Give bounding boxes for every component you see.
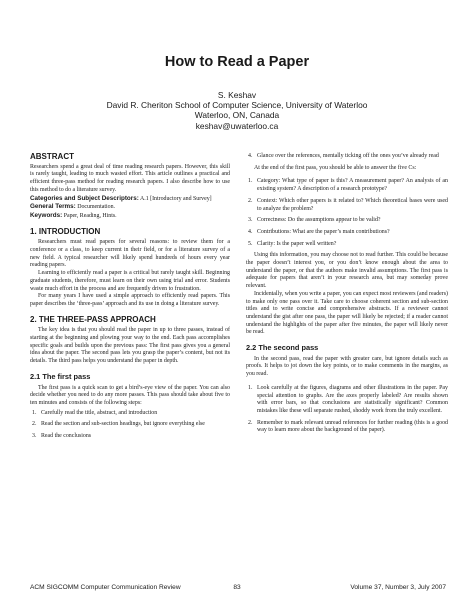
second-pass-paragraph: In the second pass, read the paper with greater care, but ignore details such as proofs. It helps to jot down the key points, or to make comments in the margins, as you read. [246, 355, 448, 378]
list-item [246, 420, 448, 435]
footer-volume: Volume 37, Number 3, July 2007 [350, 584, 446, 591]
first-pass-steps [30, 410, 230, 441]
footer-journal: ACM SIGCOMM Computer Communication Review [30, 584, 181, 591]
author-block [0, 90, 474, 131]
categories-line [30, 195, 230, 204]
body-paragraph: Incidentally, when you write a paper, you can expect most reviewers (and readers) to make only one pass over it. Take care to choose coherent section and sub-section titles and to write concise and comprehensive abstracts. If a reviewer cannot understand the gist after one pass, the paper will likely be rejected; if a reader cannot understand the highlights of the paper after five minutes, the paper will likely never be read. [246, 290, 448, 336]
list-number: 4. [248, 228, 253, 235]
footer-page-number: 83 [233, 584, 241, 591]
list-text: Category: What type of paper is this? A measurement paper? An analysis of an existing system? A description of a research prototype? [257, 178, 448, 193]
list-item [30, 410, 230, 418]
list-number: 2. [32, 421, 37, 428]
list-item [246, 385, 448, 416]
intro-heading: 1. INTRODUCTION [30, 226, 101, 236]
terms-line [30, 203, 230, 212]
left-column [30, 153, 230, 445]
list-number: 4. [248, 153, 253, 159]
categories-label: Categories and Subject Descriptors: [30, 194, 139, 202]
list-number: 1. [248, 384, 253, 391]
list-text: Remember to mark relevant unread references for further reading (this is a good way to learn more about the background of the paper). [257, 419, 448, 434]
list-item [246, 178, 448, 193]
list-text: Carefully read the title, abstract, and introduction [41, 409, 158, 416]
list-number: 3. [32, 433, 37, 440]
keywords-line [30, 212, 230, 221]
five-cs-intro: At the end of the first pass, you should be able to answer the five Cs: [254, 164, 417, 171]
author-name: S. Keshav [217, 90, 257, 100]
list-item [30, 433, 230, 441]
list-number: 1. [32, 409, 37, 416]
second-pass-steps [246, 385, 448, 435]
first-pass-steps-continued [246, 153, 448, 161]
list-text: Clarity: Is the paper well written? [257, 240, 337, 247]
list-number: 2. [248, 419, 253, 426]
list-number: 1. [248, 178, 253, 185]
intro-paragraph: For many years I have used a simple approach to efficiently read papers. This paper describes the ‘three-pass’ approach and its use in doing a literature survey. [30, 293, 230, 307]
list-text: Read the section and sub-section headings, but ignore everything else [41, 421, 205, 428]
right-column [246, 153, 448, 439]
terms-label: General Terms: [30, 203, 76, 211]
three-pass-heading: 2. THE THREE-PASS APPROACH [30, 314, 156, 324]
list-item [246, 153, 448, 161]
first-pass-heading: 2.1 The first pass [30, 371, 91, 381]
list-item [246, 198, 448, 213]
list-number: 3. [248, 217, 253, 224]
keywords-value: Paper, Reading, Hints. [63, 212, 117, 219]
intro-paragraph: Researchers must read papers for several reasons: to review them for a conference or a class, to keep current in their field, or for a literature survey of a new field. A typical researcher will likely spend hundreds of hours every year reading papers. [30, 239, 230, 269]
list-item [246, 241, 448, 249]
keywords-label: Keywords: [30, 211, 63, 219]
paper-title: How to Read a Paper [164, 54, 310, 70]
list-text: Read the conclusions [41, 433, 92, 440]
list-item [246, 217, 448, 225]
abstract-text: Researchers spend a great deal of time reading research papers. However, this skill is rarely taught, leading to much wasted effort. This article outlines a practical and efficient three-pass method for reading research papers. I also describe how to use this method to do a literature survey. [30, 163, 230, 193]
abstract-heading: ABSTRACT [30, 152, 74, 161]
list-number: 2. [248, 197, 253, 204]
author-location: Waterloo, ON, Canada [194, 110, 280, 121]
terms-value: Documentation. [77, 204, 116, 211]
list-text: Contributions: What are the paper’s main contributions? [257, 228, 390, 235]
author-email: keshav@uwaterloo.ca [195, 120, 279, 131]
second-pass-heading: 2.2 The second pass [246, 343, 319, 353]
five-cs-list [246, 178, 448, 248]
categories-value: A.1 [Introductory and Survey] [139, 195, 212, 202]
list-text: Context: Which other papers is it related to? Which theoretical bases were used to analyze the problem? [257, 197, 448, 212]
list-text: Glance over the references, mentally ticking off the ones you’ve already read [257, 153, 439, 159]
list-text: Correctness: Do the assumptions appear to be valid? [257, 217, 381, 224]
list-number: 5. [248, 240, 253, 247]
list-text: Look carefully at the figures, diagrams and other illustrations in the paper. Pay special attention to graphs. Are the axes properly labeled? Are results shown with error bars, so that conclusions are statistically significant? Common mistakes like these will separate rushed, shoddy work from the truly excellent. [257, 384, 448, 414]
first-pass-paragraph: The first pass is a quick scan to get a bird’s-eye view of the paper. You can also decide whether you need to do any more passes. This pass should take about five to ten minutes and consists of the following steps: [30, 384, 230, 406]
list-item [246, 229, 448, 237]
list-item [30, 421, 230, 429]
author-affiliation: David R. Cheriton School of Computer Science, University of Waterloo [106, 100, 368, 111]
three-pass-paragraph: The key idea is that you should read the paper in up to three passes, instead of starting at the beginning and plowing your way to the end. Each pass accomplishes specific goals and builds upon the previous pass: The first pass gives you a general idea about the paper. The second pass lets you grasp the paper’s content, but not its details. The third pass helps you understand the paper in depth. [30, 327, 230, 365]
body-paragraph: Using this information, you may choose not to read further. This could be because the paper doesn’t interest you, or you don’t know enough about the area to understand the paper, or that the authors make invalid assumptions. The first pass is adequate for papers that aren’t in your research area, but may someday prove relevant. [246, 252, 448, 290]
intro-paragraph: Learning to efficiently read a paper is a critical but rarely taught skill. Beginning graduate students, therefore, must learn on their own using trial and error. Students waste much effort in the process and are frequently driven to frustration. [30, 270, 230, 292]
